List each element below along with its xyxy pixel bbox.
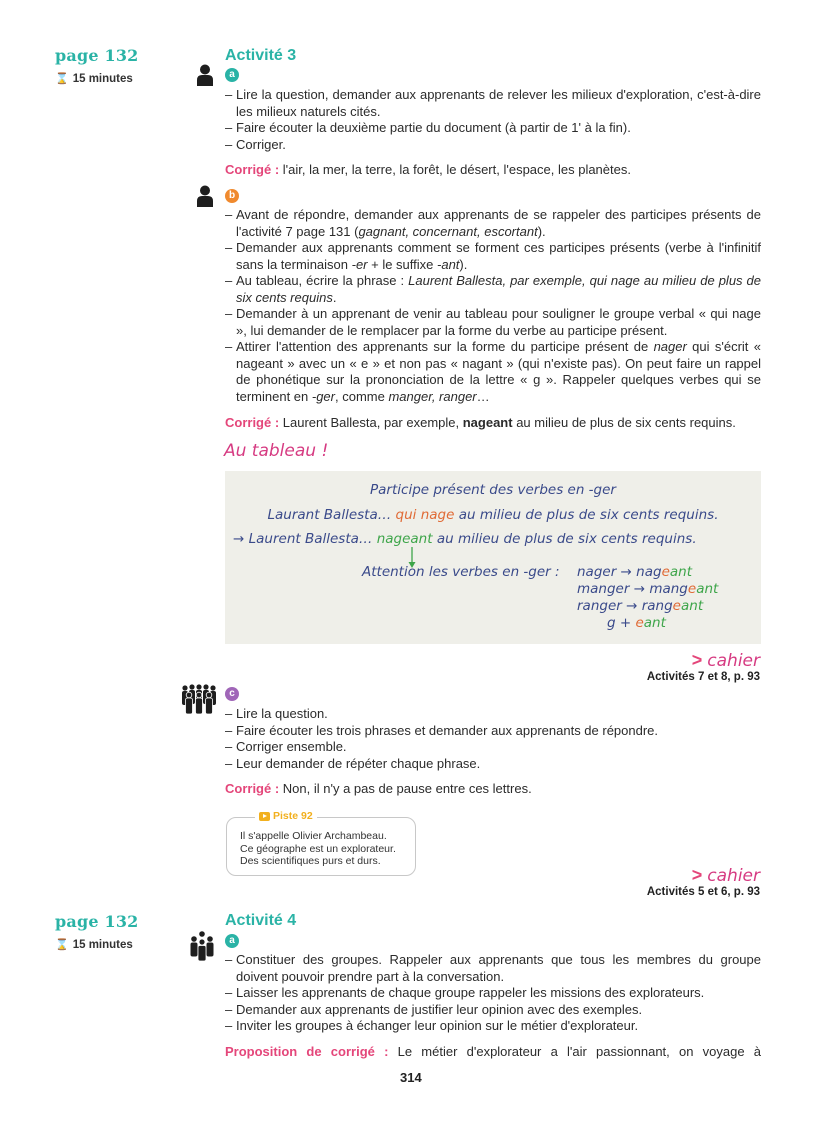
workbook-reference xyxy=(647,865,760,898)
small-group-icon xyxy=(189,931,215,961)
list-item: – Inviter les groupes à échanger leur opinion sur le métier d'explorateur. xyxy=(225,1018,761,1035)
audio-transcript: Il s'appelle Olivier Archambeau. Ce géographe est un explorateur. Des scientifiques purs et durs. xyxy=(240,830,396,867)
activity-title: Activité 3 xyxy=(225,47,297,64)
list-item: – Demander aux apprenants comment se forment ces participes présents (verbe à l'infinitif sans la terminaison -er + le suffixe -ant). xyxy=(225,240,761,273)
rule-row: ranger → rangeant xyxy=(577,598,704,614)
activity3-a-steps xyxy=(225,87,761,153)
list-item: – Faire écouter la deuxième partie du document (à partir de 1' à la fin). xyxy=(225,120,761,137)
rule-formula: g + eant xyxy=(607,615,666,631)
corrige: Corrigé : Laurent Ballesta, par exemple, nageant au milieu de plus de six cents requins. xyxy=(225,415,736,430)
part-c-badge: c xyxy=(225,687,239,701)
corrige-label: Corrigé : xyxy=(225,162,280,177)
part-a-badge: a xyxy=(225,934,239,948)
cahier-label: cahier xyxy=(707,866,760,886)
list-item: – Avant de répondre, demander aux apprenants de se rappeler des participes présents de l'activité 7 page 131 (gagnant, concernant, escortant). xyxy=(225,207,761,240)
individual-person-icon xyxy=(196,185,214,207)
cahier-ref: Activités 7 et 8, p. 93 xyxy=(646,671,760,683)
part-b-badge: b xyxy=(225,189,239,203)
board-line-2: → Laurent Ballesta… nageant au milieu de plus de six cents requins. xyxy=(233,531,697,547)
list-item: – Leur demander de répéter chaque phrase. xyxy=(225,756,761,773)
duration xyxy=(55,938,133,951)
corrige-label: Corrigé : xyxy=(225,781,280,796)
board-heading: Au tableau ! xyxy=(224,441,329,461)
blackboard-panel xyxy=(225,471,761,644)
page-reference: page 132 xyxy=(55,912,139,931)
list-item: – Corriger. xyxy=(225,137,761,154)
page-reference: page 132 xyxy=(55,46,139,65)
hourglass-icon: ⌛ xyxy=(55,73,69,85)
hourglass-icon: ⌛ xyxy=(55,939,69,951)
list-item: – Constituer des groupes. Rappeler aux apprenants que tous les membres du groupe doivent pouvoir prendre part à la conversation. xyxy=(225,952,761,985)
workbook-reference xyxy=(647,650,760,683)
list-item: – Au tableau, écrire la phrase : Laurent Ballesta, par exemple, qui nage au milieu de plus de six cents requins. xyxy=(225,273,761,306)
conjugation-rules xyxy=(577,564,718,632)
list-item: – Faire écouter les trois phrases et demander aux apprenants de répondre. xyxy=(225,723,761,740)
audio-track-box xyxy=(226,810,416,876)
corrige-label: Proposition de corrigé : xyxy=(225,1044,389,1059)
list-item: – Demander à un apprenant de venir au tableau pour souligner le groupe verbal « qui nage », lui demander de le remplacer par la forme du verbe au participe présent. xyxy=(225,306,761,339)
board-line-1: Laurant Ballesta… qui nage au milieu de plus de six cents requins. xyxy=(267,507,719,523)
corrige xyxy=(225,780,761,797)
chevron-right-icon: > xyxy=(691,865,703,885)
rule-row: manger → mangeant xyxy=(577,581,719,597)
corrige-text: Non, il n'y a pas de pause entre ces lettres. xyxy=(279,781,532,796)
activity-title: Activité 4 xyxy=(225,912,297,929)
corrige-text: l'air, la mer, la terre, la forêt, le désert, l'espace, les planètes. xyxy=(279,162,631,177)
list-item: – Laisser les apprenants de chaque groupe rappeler les missions des explorateurs. xyxy=(225,985,761,1002)
list-item: – Lire la question, demander aux apprenants de relever les milieux d'exploration, c'est-à-dire les milieux naturels cités. xyxy=(225,87,761,120)
board-title: Participe présent des verbes en -ger xyxy=(370,482,616,498)
attention-label: Attention les verbes en -ger : xyxy=(362,564,560,580)
audio-track-label[interactable]: Piste 92 xyxy=(255,810,317,822)
rule-row: nager → nageant xyxy=(577,564,693,580)
corrige xyxy=(225,161,761,178)
part-a-badge: a xyxy=(225,68,239,82)
duration-text: 15 minutes xyxy=(72,73,133,85)
activity3-c-steps xyxy=(225,706,761,772)
list-item: – Lire la question. xyxy=(225,706,761,723)
list-item: – Attirer l'attention des apprenants sur la forme du participe présent de nager qui s'écrit « nageant » avec un « e » et non pas « nagant » (qui n'existe pas). On peut faire un rappel de phonétique sur la prononciation de la lettre « g ». Rappeler quelques verbes qui se terminent en -ger, comme manger, ranger… xyxy=(225,339,761,405)
chevron-right-icon: > xyxy=(691,650,703,670)
cahier-label: cahier xyxy=(707,651,760,671)
corrige-label: Corrigé : xyxy=(225,415,280,430)
list-item: – Corriger ensemble. xyxy=(225,739,761,756)
play-icon xyxy=(259,812,270,821)
duration xyxy=(55,72,133,85)
duration-text: 15 minutes xyxy=(72,939,133,951)
whole-class-group-icon xyxy=(180,684,218,714)
activity3-b-steps xyxy=(225,207,761,405)
list-item: – Demander aux apprenants de justifier leur opinion avec des exemples. xyxy=(225,1002,761,1019)
cahier-ref: Activités 5 et 6, p. 93 xyxy=(646,886,760,898)
individual-person-icon xyxy=(196,64,214,86)
corrige xyxy=(225,1043,761,1060)
page-number: 314 xyxy=(400,1070,422,1085)
activity4-a-steps xyxy=(225,952,761,1035)
corrige-text: Le métier d'explorateur a l'air passionnant, on voyage à xyxy=(388,1044,762,1059)
